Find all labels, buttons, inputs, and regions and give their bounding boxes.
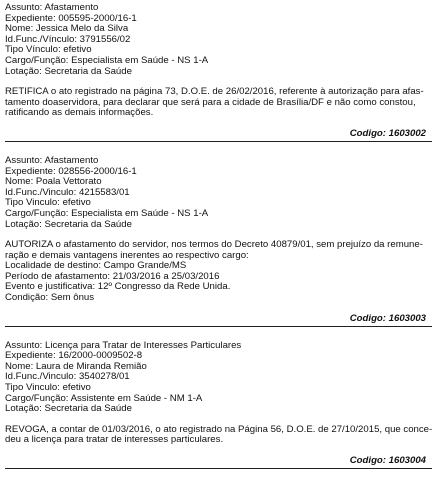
act-entry — [5, 156, 432, 327]
expedient-line: Expediente: 005595-2000/16-1 — [5, 12, 137, 24]
body-line: RETIFICA o ato registrado na página 73, D.O.E. de 26/02/2016, referente à autorização para afas- — [5, 86, 424, 98]
bond-type-line: Tipo Vinculo: efetivo — [5, 197, 91, 209]
functional-id-line: Id.Func./Vínculo: 3791556/02 — [5, 33, 131, 45]
entry-divider — [5, 326, 432, 327]
department-line: Lotação: Secretaria da Saúde — [5, 218, 132, 230]
destination-line: Localidade de destino: Campo Grande/MS — [5, 260, 187, 272]
expedient-line: Expediente: 16/2000-0009502-8 — [5, 350, 143, 362]
body-line: AUTORIZA o afastamento do servidor, nos termos do Decreto 40879/01, sem prejuízo da remune- — [5, 239, 423, 251]
expedient-line: Expediente: 028556-2000/16-1 — [5, 165, 137, 177]
condition-line: Condição: Sem ônus — [5, 292, 95, 304]
act-code: Codigo: 1603002 — [349, 127, 426, 139]
act-code: Codigo: 1603004 — [349, 455, 426, 466]
functional-id-line: Id.Func./Vinculo: 3540278/01 — [5, 371, 130, 383]
act-entry — [5, 341, 432, 469]
act-body — [5, 87, 432, 119]
act-code: Codigo: 1603003 — [349, 312, 426, 324]
department-line: Lotação: Secretaria da Saúde — [5, 403, 132, 415]
body-line: tamento doaservidora, para declarar que será para a cidade de Brasília/DF e não como constou, — [5, 96, 416, 108]
position-line: Cargo/Função: Assistente em Saúde - NM 1-A — [5, 392, 203, 404]
body-line: ratificando as demais informações. — [5, 107, 154, 119]
position-line: Cargo/Função: Especialista em Saúde - NS 1-A — [5, 207, 209, 219]
name-line: Nome: Poala Vettorato — [5, 176, 102, 188]
name-line: Nome: Jessica Melo da Silva — [5, 23, 129, 35]
bond-type-line: Tipo Vinculo: efetivo — [5, 382, 91, 394]
period-line: Período de afastamento: 21/03/2016 a 25/03/2016 — [5, 270, 220, 282]
entry-spacer — [5, 142, 432, 156]
position-line: Cargo/Função: Especialista em Saúde - NS 1-A — [5, 54, 209, 66]
entry-spacer — [5, 327, 432, 341]
functional-id-line: Id.Func./Vinculo: 4215583/01 — [5, 186, 130, 198]
body-line: ração e demais vantagens inerentes ao respectivo cargo: — [5, 249, 249, 261]
entry-divider — [5, 468, 432, 469]
subject-line: Assunto: Afastamento — [5, 2, 99, 13]
act-entry — [5, 3, 432, 142]
entry-divider — [5, 141, 432, 142]
body-line: deu a licença para tratar de interesses particulares. — [5, 434, 224, 446]
subject-line: Assunto: Licença para Tratar de Interesses Particulares — [5, 339, 242, 351]
subject-line: Assunto: Afastamento — [5, 154, 99, 166]
act-body — [5, 425, 432, 446]
name-line: Nome: Laura de Miranda Remião — [5, 360, 147, 372]
department-line: Lotação: Secretaria da Saúde — [5, 65, 132, 77]
act-body — [5, 240, 432, 304]
body-line: REVOGA, a contar de 01/03/2016, o ato registrado na Página 56, D.O.E. de 27/10/2015, que conce- — [5, 423, 433, 435]
event-line: Evento e justificativa: 12º Congresso da Rede Unida. — [5, 281, 231, 293]
document-page — [5, 3, 432, 469]
bond-type-line: Tipo Vínculo: efetivo — [5, 44, 92, 56]
